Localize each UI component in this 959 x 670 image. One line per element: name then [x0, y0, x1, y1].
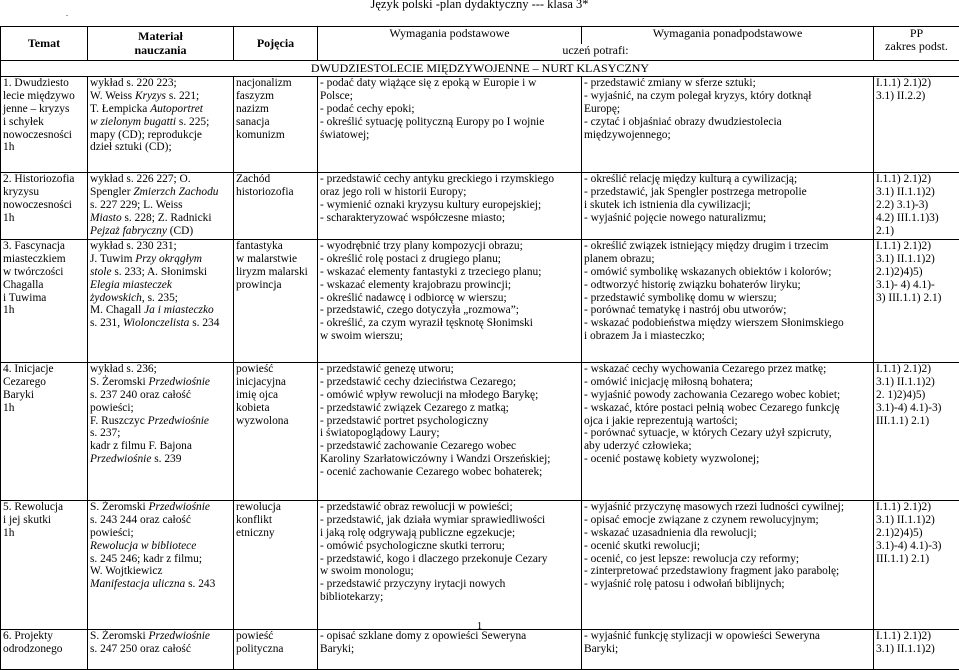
basic-line: - przedstawić zachowanie Cezarego wobec — [320, 440, 579, 453]
table-row — [1, 240, 959, 363]
material-line — [90, 415, 231, 428]
temat-line: 1h — [3, 527, 85, 540]
cell-pojecia — [234, 77, 318, 173]
text-segment: s. 233; A. Słonimski — [112, 266, 208, 278]
basic-line: - przedstawić genezę utworu; — [320, 363, 579, 376]
basic-line: - określić nadawcę i odbiorcę w wierszu; — [320, 292, 579, 305]
advanced-line: - opisać emocje związane z czynem rewolucyjnym; — [584, 514, 871, 527]
pp-line: 3.1)-4) 4.1)-3) — [876, 540, 957, 553]
col-header-material-line: nauczania — [90, 44, 231, 57]
text-segment: W. Wojtkiewicz — [90, 565, 162, 577]
col-header-pojecia: Pojęcia — [234, 27, 318, 61]
advanced-line: - ocenić postawę kobiety wyzwolonej; — [584, 453, 871, 466]
col-header-material — [88, 27, 234, 61]
pp-line: 3.1) II.1.1)2) — [876, 514, 957, 527]
material-line — [90, 540, 231, 553]
text-segment: Przedwiośnie — [148, 415, 209, 427]
advanced-line: - omówić symbolikę wskazanych obiektów i kolorów; — [584, 266, 871, 279]
text-segment: Ja i miasteczko — [144, 304, 214, 316]
col-header-pp-line: PP — [876, 27, 957, 40]
text-segment: powieści; — [90, 527, 134, 539]
advanced-line: - wyjaśnić rolę patosu i odwołań biblijnych; — [584, 578, 871, 591]
stray-dot: . — [66, 10, 68, 19]
temat-line: Baryki — [3, 389, 85, 402]
cell-material — [88, 240, 234, 363]
material-line — [90, 141, 231, 154]
text-segment: wykład s. 236; — [90, 363, 157, 375]
material-line — [90, 389, 231, 402]
temat-line: lecie międzywo — [3, 90, 85, 103]
col-header-pp-line: zakres podst. — [876, 40, 957, 53]
basic-line: - omówić wpływ rewolucji na młodego Barykę; — [320, 389, 579, 402]
text-segment: , s. 235; — [142, 292, 178, 304]
pojecia-line: powieść — [236, 630, 315, 643]
basic-line: w swoim monologu; — [320, 565, 579, 578]
cell-pp — [874, 173, 959, 240]
col-header-temat: Temat — [1, 27, 88, 61]
basic-line: - wymienić oznaki kryzysu kultury europejskiej; — [320, 199, 579, 212]
pp-line: I.1.1) 2.1)2) — [876, 363, 957, 376]
cell-pojecia — [234, 240, 318, 363]
material-line — [90, 578, 231, 591]
pojecia-line: rewolucja — [236, 501, 315, 514]
advanced-line: - wskazać, które postaci pełnią wobec Cezarego funkcję — [584, 402, 871, 415]
advanced-line: - zinterpretować przedstawiony fragment jako parabolę; — [584, 565, 871, 578]
advanced-line: Baryki; — [584, 643, 871, 656]
text-segment: s. 247 250 oraz całość — [90, 643, 191, 655]
basic-line: - przedstawić związek Cezarego z matką; — [320, 402, 579, 415]
pojecia-line: powieść — [236, 363, 315, 376]
pp-line: 2.2) 3.1)-3) — [876, 199, 957, 212]
pojecia-line: fantastyka — [236, 240, 315, 253]
pp-line: 3.1) II.2.2) — [876, 90, 957, 103]
text-segment: s. 234 — [189, 317, 219, 329]
text-segment: S. Żeromski — [90, 376, 149, 388]
basic-line: - wskazać elementy fantastyki z trzeciego planu; — [320, 266, 579, 279]
advanced-line: - czytać i objaśniać obrazy dwudziestolecia — [584, 116, 871, 129]
table-row — [1, 77, 959, 173]
pp-line: III.1.1) 2.1) — [876, 415, 957, 428]
basic-line: oraz jego roli w historii Europy; — [320, 186, 579, 199]
advanced-line: ojca i jakie reprezentują wartości; — [584, 415, 871, 428]
text-segment: Zmierzch Zachodu — [133, 186, 218, 198]
basic-line: światowej; — [320, 129, 579, 142]
temat-line: 1h — [3, 304, 85, 317]
text-segment: Spengler — [90, 186, 133, 198]
advanced-line: - przedstawić, jak Spengler postrzega metropolie — [584, 186, 871, 199]
advanced-line: - wyjaśnić, na czym polegał kryzys, który dotknął — [584, 90, 871, 103]
material-line — [90, 253, 231, 266]
material-line — [90, 103, 231, 116]
text-segment: Przy okrągłym — [135, 253, 202, 265]
advanced-line: planem obrazu; — [584, 253, 871, 266]
text-segment: s. 237; — [90, 427, 120, 439]
material-line — [90, 565, 231, 578]
temat-line: 2. Historiozofia — [3, 173, 85, 186]
material-line — [90, 453, 231, 466]
cell-material — [88, 173, 234, 240]
temat-line: 3. Fascynacja — [3, 240, 85, 253]
text-segment: stole — [90, 266, 112, 278]
cell-advanced — [582, 630, 874, 670]
basic-line: Polsce; — [320, 90, 579, 103]
temat-line: nowoczesności — [3, 129, 85, 142]
material-line — [90, 643, 231, 656]
cell-basic — [318, 240, 582, 363]
advanced-line: - wyjaśnić powody zachowania Cezarego wobec kobiet; — [584, 389, 871, 402]
text-segment: Pejzaż fabryczny — [90, 225, 167, 237]
col-header-student: uczeń potrafi: — [318, 44, 874, 61]
basic-line: - przedstawić cechy dzieciństwa Cezarego; — [320, 376, 579, 389]
temat-line: nowoczesności — [3, 199, 85, 212]
material-line — [90, 317, 231, 330]
cell-temat — [1, 173, 88, 240]
text-segment: s. 231, — [90, 317, 123, 329]
text-segment: T. Łempicka — [90, 103, 150, 115]
material-line — [90, 77, 231, 90]
advanced-line: aby uderzyć człowieka; — [584, 440, 871, 453]
pp-line: I.1.1) 2.1)2) — [876, 77, 957, 90]
text-segment: s. 237 240 oraz całość — [90, 389, 191, 401]
basic-line: bibliotekarzy; — [320, 591, 579, 604]
advanced-line: - omówić inicjację miłosną bohatera; — [584, 376, 871, 389]
text-segment: powieści; — [90, 402, 134, 414]
cell-advanced — [582, 173, 874, 240]
material-line — [90, 427, 231, 440]
basic-line: - wyodrębnić trzy plany kompozycji obrazu; — [320, 240, 579, 253]
pp-line: 2.1)2)4)5) — [876, 266, 957, 279]
temat-line: jenne – kryzys — [3, 103, 85, 116]
advanced-line: międzywojennego; — [584, 129, 871, 142]
material-line — [90, 363, 231, 376]
text-segment: Wiolonczelista — [123, 317, 189, 329]
basic-line: - określić, za czym wyraził tęsknotę Słonimski — [320, 317, 579, 330]
cell-basic — [318, 630, 582, 670]
pojecia-line: nazizm — [236, 103, 315, 116]
material-line — [90, 240, 231, 253]
advanced-line: - odtworzyć historię związku bohaterów liryku; — [584, 279, 871, 292]
temat-line: 1h — [3, 212, 85, 225]
advanced-line: Europę; — [584, 103, 871, 116]
basic-line: - wskazać elementy krajobrazu prowincji; — [320, 279, 579, 292]
lesson-plan-table — [0, 26, 959, 670]
basic-line: - podać daty wiążące się z epoką w Europie i w — [320, 77, 579, 90]
pojecia-line: komunizm — [236, 129, 315, 142]
text-segment: wykład s. 226 227; O. — [90, 173, 191, 185]
pp-line: III.1.1) 2.1) — [876, 553, 957, 566]
col-header-advanced: Wymagania ponadpodstawowe — [582, 27, 874, 44]
cell-pojecia — [234, 501, 318, 630]
text-segment: mapy (CD); reprodukcje — [90, 129, 202, 141]
cell-temat — [1, 363, 88, 501]
temat-line: i Tuwima — [3, 292, 85, 305]
cell-material — [88, 501, 234, 630]
text-segment: dzieł sztuki (CD); — [90, 141, 172, 153]
text-segment: Autoportret — [150, 103, 203, 115]
temat-line: 6. Projekty — [3, 630, 85, 643]
cell-material — [88, 630, 234, 670]
basic-line: Baryki; — [320, 643, 579, 656]
pp-line: 3) III.1.1) 2.1) — [876, 292, 957, 305]
temat-line: Chagalla — [3, 279, 85, 292]
cell-pp — [874, 501, 959, 630]
advanced-line: i obrazem Ja i miasteczko; — [584, 330, 871, 343]
material-line — [90, 266, 231, 279]
pp-line: 3.1)-4) 4.1)-3) — [876, 402, 957, 415]
advanced-line: - wyjaśnić przyczynę masowych rzezi ludności cywilnej; — [584, 501, 871, 514]
text-segment: J. Tuwim — [90, 253, 135, 265]
col-header-material-line: Materiał — [90, 30, 231, 43]
cell-pp — [874, 363, 959, 501]
text-segment: S. Żeromski — [90, 630, 149, 642]
basic-line: i światopoglądowy Laury; — [320, 427, 579, 440]
cell-basic — [318, 501, 582, 630]
text-segment: s. 239 — [151, 453, 181, 465]
text-segment: s. 225; — [176, 116, 209, 128]
pp-line: 2. 1)2)4)5) — [876, 389, 957, 402]
material-line — [90, 501, 231, 514]
text-segment: Kryzys — [135, 90, 166, 102]
text-segment: kadr z filmu F. Bajona — [90, 440, 192, 452]
text-segment: Przedwiośnie — [149, 630, 210, 642]
cell-basic — [318, 363, 582, 501]
pp-line: 2.1)2)4)5) — [876, 527, 957, 540]
material-line — [90, 186, 231, 199]
basic-line: - opisać szklane domy z opowieści Seweryna — [320, 630, 579, 643]
cell-advanced — [582, 240, 874, 363]
text-segment: W. Weiss — [90, 90, 135, 102]
temat-line: odrodzonego — [3, 643, 85, 656]
pojecia-line: faszyzm — [236, 90, 315, 103]
temat-line: 1. Dwudziesto — [3, 77, 85, 90]
cell-pojecia — [234, 630, 318, 670]
col-header-pp — [874, 27, 959, 61]
basic-line: - przedstawić, jak działa wymiar sprawiedliwości — [320, 514, 579, 527]
basic-line: - ocenić zachowanie Cezarego wobec bohaterek; — [320, 466, 579, 479]
advanced-line: - porównać tematykę i nastrój obu utworów; — [584, 304, 871, 317]
basic-line: - przedstawić, kogo i dlaczego przekonuje Cezary — [320, 553, 579, 566]
text-segment: s. 243 244 oraz całość — [90, 514, 191, 526]
basic-line: - określić rolę postaci z drugiego planu; — [320, 253, 579, 266]
text-segment: Miasto — [90, 212, 122, 224]
temat-line: miasteczkiem — [3, 253, 85, 266]
basic-line: w swoim wierszu; — [320, 330, 579, 343]
text-segment: M. Chagall — [90, 304, 144, 316]
material-line — [90, 116, 231, 129]
cell-advanced — [582, 77, 874, 173]
material-line — [90, 514, 231, 527]
advanced-line: i skutek ich istnienia dla cywilizacji; — [584, 199, 871, 212]
basic-line: - omówić psychologiczne skutki terroru; — [320, 540, 579, 553]
material-line — [90, 292, 231, 305]
pojecia-line: kobieta — [236, 402, 315, 415]
cell-material — [88, 77, 234, 173]
pp-line: 3.1)- 4) 4.1)- — [876, 279, 957, 292]
advanced-line: - porównać sytuacje, w których Cezary użył szpicruty, — [584, 427, 871, 440]
pojecia-line: inicjacyjna — [236, 376, 315, 389]
basic-line: i jaką rolę odgrywają publiczne egzekucje; — [320, 527, 579, 540]
text-segment: s. 228; Z. Radnicki — [122, 212, 212, 224]
temat-line: 4. Inicjacje — [3, 363, 85, 376]
text-segment: s. 221; — [166, 90, 199, 102]
material-line — [90, 630, 231, 643]
pojecia-line: etniczny — [236, 527, 315, 540]
table-row — [1, 501, 959, 630]
basic-line: - podać cechy epoki; — [320, 103, 579, 116]
temat-line: i jej skutki — [3, 514, 85, 527]
cell-basic — [318, 173, 582, 240]
pojecia-line: sanacja — [236, 116, 315, 129]
temat-line: w twórczości — [3, 266, 85, 279]
cell-basic — [318, 77, 582, 173]
cell-advanced — [582, 363, 874, 501]
text-segment: Przedwiośnie — [149, 376, 210, 388]
material-line — [90, 402, 231, 415]
cell-pp — [874, 240, 959, 363]
advanced-line: - wskazać cechy wychowania Cezarego przez matkę; — [584, 363, 871, 376]
temat-line: i schyłek — [3, 116, 85, 129]
advanced-line: - określić związek istniejący między drugim i trzecim — [584, 240, 871, 253]
pojecia-line: historiozofia — [236, 186, 315, 199]
pojecia-line: Zachód — [236, 173, 315, 186]
text-segment: wykład s. 230 231; — [90, 240, 177, 252]
pojecia-line: konflikt — [236, 514, 315, 527]
temat-line: 1h — [3, 402, 85, 415]
pojecia-line: liryzm malarski — [236, 266, 315, 279]
temat-line: 1h — [3, 141, 85, 154]
cell-temat — [1, 501, 88, 630]
pp-line: 3.1) II.1.1)2) — [876, 253, 957, 266]
page-number: 1 — [0, 620, 959, 632]
basic-line: - przedstawić portret psychologiczny — [320, 415, 579, 428]
cell-pp — [874, 630, 959, 670]
material-line — [90, 129, 231, 142]
advanced-line: - wyjaśnić pojęcie nowego naturalizmu; — [584, 212, 871, 225]
text-segment: Przedwiośnie — [149, 501, 210, 513]
text-segment: (CD) — [167, 225, 193, 237]
pojecia-line: w malarstwie — [236, 253, 315, 266]
material-line — [90, 376, 231, 389]
pojecia-line: polityczna — [236, 643, 315, 656]
material-line — [90, 553, 231, 566]
basic-line: - określić sytuację polityczną Europy po I wojnie — [320, 116, 579, 129]
material-line — [90, 440, 231, 453]
material-line — [90, 199, 231, 212]
text-segment: Manifestacja uliczna — [90, 578, 185, 590]
cell-advanced — [582, 501, 874, 630]
cell-temat — [1, 240, 88, 363]
pp-line: I.1.1) 2.1)2) — [876, 630, 957, 643]
text-segment: s. 243 — [185, 578, 215, 590]
table-row — [1, 630, 959, 670]
page-title: Język polski -plan dydaktyczny --- klasa 3* — [0, 0, 959, 11]
text-segment: Rewolucja w bibliotece — [90, 540, 196, 552]
advanced-line: - ocenić, co jest lepsze: rewolucja czy reformy; — [584, 553, 871, 566]
basic-line: - scharakteryzować współczesne miasto; — [320, 212, 579, 225]
advanced-line: - wyjaśnić funkcję stylizacji w opowieści Seweryna — [584, 630, 871, 643]
pojecia-line: wyzwolona — [236, 415, 315, 428]
pojecia-line: prowincja — [236, 279, 315, 292]
pp-line: 4.2) III.1.1)3) — [876, 212, 957, 225]
material-line — [90, 225, 231, 238]
text-segment: w zielonym bugatti — [90, 116, 176, 128]
pojecia-line: nacjonalizm — [236, 77, 315, 90]
section-header: DWUDZIESTOLECIE MIĘDZYWOJENNE – NURT KLASYCZNY — [1, 61, 959, 77]
text-segment: Przedwiośnie — [90, 453, 151, 465]
col-header-basic: Wymagania podstawowe — [318, 27, 582, 44]
basic-line: - przedstawić, czego dotyczyła „rozmowa”; — [320, 304, 579, 317]
cell-pojecia — [234, 173, 318, 240]
pp-line: I.1.1) 2.1)2) — [876, 173, 957, 186]
text-segment: s. 227 229; L. Weiss — [90, 199, 183, 211]
pojecia-line: imię ojca — [236, 389, 315, 402]
cell-pojecia — [234, 363, 318, 501]
text-segment: żydowskich — [90, 292, 142, 304]
material-line — [90, 212, 231, 225]
cell-temat — [1, 77, 88, 173]
temat-line: Cezarego — [3, 376, 85, 389]
basic-line: - przedstawić obraz rewolucji w powieści; — [320, 501, 579, 514]
pp-line: 3.1) II.1.1)2) — [876, 643, 957, 656]
advanced-line: - wskazać uzasadnienia dla rewolucji; — [584, 527, 871, 540]
advanced-line: - wskazać podobieństwa między wierszem Słonimskiego — [584, 317, 871, 330]
basic-line: Karoliny Szarłatowiczówny i Wandzi Orszeńskiej; — [320, 453, 579, 466]
cell-temat — [1, 630, 88, 670]
text-segment: wykład s. 220 223; — [90, 77, 177, 89]
text-segment: S. Żeromski — [90, 501, 149, 513]
text-segment: F. Ruszczyc — [90, 415, 148, 427]
pp-line: 2.1) — [876, 225, 957, 238]
advanced-line: - przedstawić symbolikę domu w wierszu; — [584, 292, 871, 305]
cell-material — [88, 363, 234, 501]
pp-line: 3.1) II.1.1)2) — [876, 186, 957, 199]
table-row — [1, 363, 959, 501]
material-line — [90, 527, 231, 540]
advanced-line: - ocenić skutki rewolucji; — [584, 540, 871, 553]
text-segment: s. 245 246; kadr z filmu; — [90, 553, 202, 565]
material-line — [90, 279, 231, 292]
basic-line: - przedstawić przyczyny irytacji nowych — [320, 578, 579, 591]
material-line — [90, 304, 231, 317]
cell-pp — [874, 77, 959, 173]
temat-line: kryzysu — [3, 186, 85, 199]
text-segment: Elegia miasteczek — [90, 279, 172, 291]
material-line — [90, 90, 231, 103]
advanced-line: - określić relację między kulturą a cywilizacją; — [584, 173, 871, 186]
pp-line: I.1.1) 2.1)2) — [876, 501, 957, 514]
temat-line: 5. Rewolucja — [3, 501, 85, 514]
pp-line: I.1.1) 2.1)2) — [876, 240, 957, 253]
pp-line: 3.1) II.1.1)2) — [876, 376, 957, 389]
material-line — [90, 173, 231, 186]
table-row — [1, 173, 959, 240]
basic-line: - przedstawić cechy antyku greckiego i rzymskiego — [320, 173, 579, 186]
advanced-line: - przedstawić zmiany w sferze sztuki; — [584, 77, 871, 90]
